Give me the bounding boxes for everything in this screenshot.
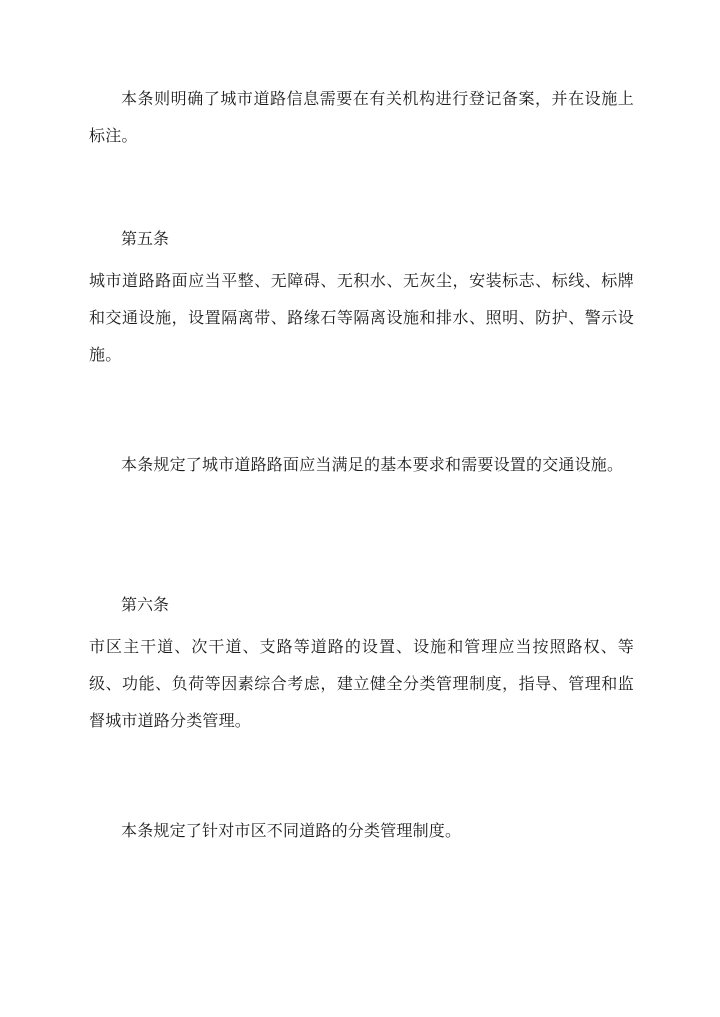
paragraph-road-surface-requirements: 城市道路路面应当平整、无障碍、无积水、无灰尘，安装标志、标线、标牌和交通设施，设置隔离带、路缘石等隔离设施和排水、照明、防护、警示设施。: [89, 271, 634, 364]
paragraph-classification-summary: 本条规定了针对市区不同道路的分类管理制度。: [121, 821, 462, 840]
paragraph-road-surface-summary: 本条规定了城市道路路面应当满足的基本要求和需要设置的交通设施。: [121, 455, 624, 474]
paragraph-road-info-registration: 本条则明确了城市道路信息需要在有关机构进行登记备案，并在设施上标注。: [89, 89, 634, 145]
paragraph-road-classification-management: 市区主干道、次干道、支路等道路的设置、设施和管理应当按照路权、等级、功能、负荷等因素综合考虑，建立健全分类管理制度，指导、管理和监督城市道路分类管理。: [89, 637, 634, 730]
article-heading-6: 第六条: [121, 595, 170, 614]
article-heading-5: 第五条: [121, 229, 170, 248]
